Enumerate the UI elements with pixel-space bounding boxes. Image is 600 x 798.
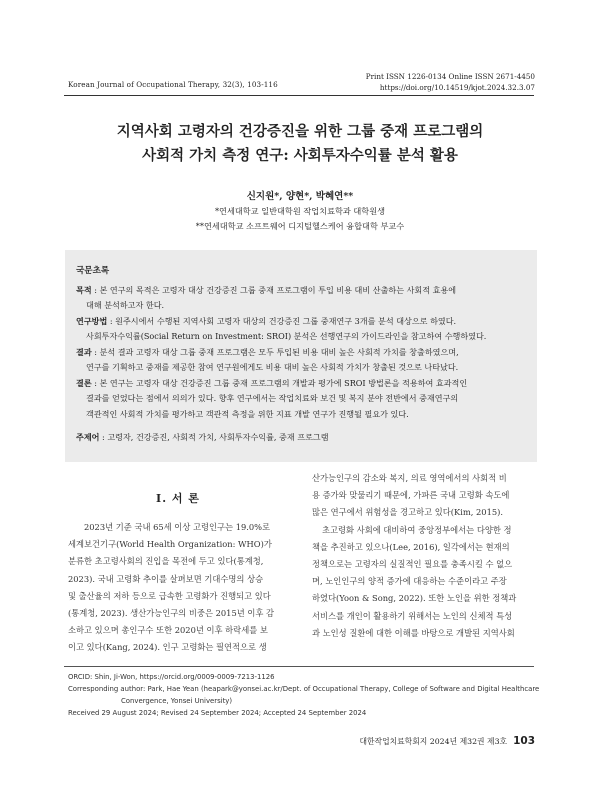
section-heading-introduction: Ⅰ. 서 론 <box>156 492 200 505</box>
body-line: 하였다(Yoon & Song, 2022). 또한 노인을 위한 정책과 <box>312 593 517 604</box>
result-label: 결과 <box>76 346 92 357</box>
abstract-heading: 국문초록 <box>76 266 110 276</box>
submission-dates: Received 29 August 2024; Revised 24 September 2024; Accepted 24 September 2024 <box>68 709 367 717</box>
keywords <box>76 430 528 446</box>
conclusion-text-2: 결과를 얻었다는 점에서 의의가 있다. 향후 연구에서는 작업치료와 보건 및 복지 분야 전반에서 중재연구의 <box>86 393 459 403</box>
body-line: 많은 연구에서 위험성을 경고하고 있다(Kim, 2015). <box>312 507 504 518</box>
body-column-left <box>68 519 288 657</box>
paper-title-line-1: 지역사회 고령자의 건강증진을 위한 그룹 중재 프로그램의 <box>116 123 484 140</box>
body-line: 용 증가와 맞물리기 때문에, 가파른 국내 고령화 속도에 <box>312 490 510 501</box>
body-line: 며, 노인인구의 양적 증가에 대응하는 수준이라고 주장 <box>312 576 507 587</box>
abstract-box <box>65 250 537 462</box>
body-line: (통계청, 2023). 생산가능인구의 비중은 2015년 이후 감 <box>68 608 275 619</box>
affiliation-2: **연세대학교 소프트웨어 디지털헬스케어 융합대학 부교수 <box>195 221 405 231</box>
conclusion-text-3: 객관적인 사회적 가치를 평가하고 객관적 측정을 위한 지표 개발 연구가 진행될 필요가 있다. <box>86 408 409 419</box>
footnote-rule <box>64 666 534 667</box>
body-line: 분류한 초고령사회의 진입을 목전에 두고 있다(통계청, <box>68 556 264 567</box>
abstract-purpose <box>76 283 528 314</box>
corresponding-author-note-cont: Convergence, Yonsei University) <box>121 697 233 705</box>
body-line: 이고 있다(Kang, 2024). 인구 고령화는 필연적으로 생 <box>68 642 267 653</box>
conclusion-text: : 본 연구는 고령자 대상 건강증진 그룹 중재 프로그램의 개발과 평가에 SROI 방법론을 적용하여 효과적인 <box>91 377 468 388</box>
body-column-right <box>312 470 536 642</box>
body-line: 2023년 기준 국내 65세 이상 고령인구는 19.0%로 <box>84 522 271 532</box>
method-text: : 원주시에서 수행된 지역사회 고령자 대상의 건강증진 그룹 중재연구 3개를 분석 대상으로 하였다. <box>107 315 457 326</box>
body-line: 서비스를 개인이 활용하기 위해서는 노인의 신체적 특성 <box>312 610 513 621</box>
author-list: 신지원*, 양현*, 박혜연** <box>246 191 354 202</box>
body-line: 소하고 있으며 총인구수 또한 2020년 이후 하락세를 보 <box>68 625 268 636</box>
purpose-label: 목적 <box>76 284 92 295</box>
journal-citation: Korean Journal of Occupational Therapy, 32(3), 103-116 <box>68 80 278 89</box>
keywords-text: : 고령자, 건강증진, 사회적 가치, 사회투자수익률, 중재 프로그램 <box>99 432 329 442</box>
corresponding-author-note: Corresponding author: Park, Hae Yean (heapark@yonsei.ac.kr/Dept. of Occupational Therapy, College of Software and Digital Healthcare <box>68 685 540 693</box>
orcid-note: ORCID: Shin, Ji-Won, https://orcid.org/0009-0009-7213-1126 <box>68 673 275 681</box>
footnotes <box>68 671 539 719</box>
footer-journal-name: 대한작업치료학회지 2024년 제32권 제3호 <box>359 737 508 746</box>
doi-link[interactable]: https://doi.org/10.14519/kjot.2024.32.3.07 <box>379 83 535 92</box>
body-line: 산가능인구의 감소와 복지, 의료 영역에서의 사회적 비 <box>312 473 507 483</box>
result-text: : 분석 결과 고령자 대상 그룹 중재 프로그램은 모두 투입된 비용 대비 높은 사회적 가치를 창출하였으며, <box>91 346 459 357</box>
page-footer <box>359 735 535 747</box>
paper-title-line-2: 사회적 가치 측정 연구: 사회투자수익률 분석 활용 <box>142 147 458 164</box>
page-number: 103 <box>513 735 535 747</box>
body-line: 초고령화 사회에 대비하여 중앙정부에서는 다양한 정 <box>322 524 512 535</box>
purpose-text-2: 대해 분석하고자 한다. <box>86 300 165 310</box>
body-line: 과 노인성 질환에 대한 이해를 바탕으로 개발된 지역사회 <box>312 627 515 638</box>
purpose-text: : 본 연구의 목적은 고령자 대상 건강증진 그룹 중재 프로그램이 투입 비용 대비 산출하는 사회적 효용에 <box>91 284 457 295</box>
body-line: 정책으로는 고령자의 실질적인 필요를 충족시킬 수 없으 <box>312 559 513 570</box>
body-line: 세계보건기구(World Health Organization: WHO)가 <box>68 539 272 550</box>
method-label: 연구방법 <box>76 315 108 326</box>
abstract-conclusion <box>76 376 528 423</box>
header-rule <box>64 95 534 96</box>
conclusion-label: 결론 <box>76 377 92 388</box>
issn-info: Print ISSN 1226-0134 Online ISSN 2671-4450 <box>365 72 535 81</box>
body-line: 및 출산율의 저하 등으로 급속한 고령화가 진행되고 있다 <box>68 590 271 601</box>
result-text-2: 연구를 기획하고 중재를 제공한 참여 연구원에게도 비용 대비 높은 사회적 가치가 창출된 것으로 나타났다. <box>86 362 459 372</box>
affiliation-1: *연세대학교 일반대학원 작업치료학과 대학원생 <box>214 206 386 216</box>
method-text-2: 사회투자수익률(Social Return on Investment: SROI) 분석은 선행연구의 가이드라인을 참고하여 수행하였다. <box>86 331 487 341</box>
body-line: 2023). 국내 고령화 추이를 살펴보면 기대수명의 상승 <box>68 573 264 584</box>
keywords-label: 주제어 <box>76 432 100 442</box>
abstract-method <box>76 314 528 345</box>
abstract-result <box>76 345 528 376</box>
body-line: 책을 추진하고 있으나(Lee, 2016), 일각에서는 현재의 <box>312 541 510 552</box>
